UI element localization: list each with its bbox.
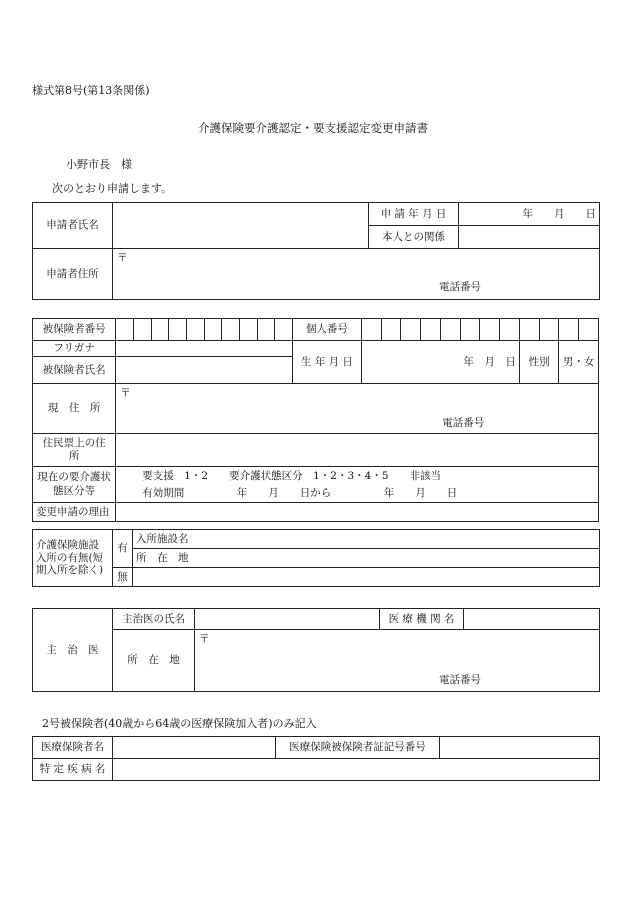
application-date-value: 年 月 日	[522, 207, 596, 220]
validity-period: 有効期間 年 月 日から 年 月 日	[142, 486, 458, 499]
sex-label: 性別	[519, 341, 559, 384]
relation-field[interactable]	[459, 226, 600, 249]
facility-name-label: 入所施設名	[136, 532, 189, 545]
application-date-label: 申 請 年 月 日	[369, 203, 459, 226]
doctor-name-field[interactable]	[195, 609, 380, 630]
insured-number-digit[interactable]	[204, 319, 222, 341]
addressee: 小野市長 様	[66, 158, 132, 171]
change-reason-label: 変更申請の理由	[33, 503, 116, 522]
relation-label: 本人との関係	[369, 226, 459, 249]
type2-table	[32, 736, 600, 781]
birth-date-label: 生 年 月 日	[293, 341, 362, 384]
doctor-phone-label: 電話番号	[439, 674, 481, 686]
card-number-field[interactable]	[440, 737, 600, 759]
form-number: 様式第8号(第13条関係)	[32, 84, 150, 97]
personal-number-digit[interactable]	[480, 319, 500, 341]
facility-yes-option[interactable]	[113, 530, 133, 568]
insured-number-digit[interactable]	[257, 319, 275, 341]
personal-number-label: 個人番号	[293, 319, 362, 341]
registry-address-field[interactable]	[116, 434, 599, 467]
insured-number-digit[interactable]	[169, 319, 187, 341]
current-address-label: 現 住 所	[33, 384, 116, 434]
sex-choice[interactable]	[559, 341, 599, 384]
applicant-name-field[interactable]	[113, 203, 369, 249]
applicant-name-label: 申請者氏名	[33, 203, 113, 249]
insured-number-label: 被保険者番号	[33, 319, 116, 341]
institution-field[interactable]	[464, 609, 600, 630]
applicant-address-label: 申請者住所	[33, 249, 113, 300]
intro-text: 次のとおり申請します。	[52, 182, 173, 195]
furigana-field[interactable]	[116, 341, 293, 357]
personal-number-digit[interactable]	[401, 319, 421, 341]
doctor-name-label: 主治医の氏名	[113, 609, 195, 630]
insured-table	[32, 318, 599, 522]
care-status-field[interactable]	[116, 467, 599, 503]
insurer-name-label: 医療保険者名	[33, 737, 113, 759]
insured-number-digit[interactable]	[116, 319, 134, 341]
insurer-name-field[interactable]	[113, 737, 276, 759]
application-date-field[interactable]	[459, 203, 600, 226]
insured-number-digit[interactable]	[222, 319, 240, 341]
facility-yes-label: 有	[117, 542, 128, 555]
insured-name-label: 被保険者氏名	[33, 357, 116, 384]
applicant-table	[32, 202, 600, 300]
institution-label: 医 療 機 関 名	[380, 609, 464, 630]
card-number-label: 医療保険被保険者証記号番号	[276, 737, 440, 759]
insured-number-digit[interactable]	[275, 319, 293, 341]
personal-number-digit[interactable]	[421, 319, 441, 341]
care-status-label: 現在の要介護状態区分等	[33, 467, 116, 503]
insured-phone-label: 電話番号	[442, 417, 485, 429]
disease-field[interactable]	[113, 759, 600, 781]
insured-name-field[interactable]	[116, 357, 293, 384]
care-level-options: 要支援 1・2 要介護状態区分 1・2・3・4・5 非該当	[142, 469, 441, 482]
personal-number-digit[interactable]	[559, 319, 579, 341]
insured-number-digit[interactable]	[240, 319, 258, 341]
form-title: 介護保険要介護認定・要支援認定変更申請書	[198, 121, 428, 135]
facility-no-option[interactable]	[113, 568, 133, 587]
insured-number-digit[interactable]	[151, 319, 169, 341]
personal-number-digit[interactable]	[381, 319, 401, 341]
applicant-phone-label: 電話番号	[439, 281, 481, 293]
personal-number-digit[interactable]	[460, 319, 480, 341]
sex-value: 男・女	[562, 355, 595, 368]
change-reason-field[interactable]	[116, 503, 599, 522]
birth-date-field[interactable]	[361, 341, 519, 384]
facility-location-label: 所 在 地	[136, 551, 189, 564]
current-address-field[interactable]	[116, 384, 599, 434]
personal-number-digit[interactable]	[539, 319, 559, 341]
applicant-address-field[interactable]	[113, 249, 600, 300]
postal-mark: 〒	[199, 633, 210, 645]
insured-number-digit[interactable]	[186, 319, 204, 341]
facility-label: 介護保険施設入所の有無(短期入所を除く)	[33, 530, 113, 587]
facility-table	[32, 529, 600, 587]
facility-no-field	[133, 568, 600, 587]
doctor-section-label: 主 治 医	[33, 609, 113, 692]
facility-name-row[interactable]	[133, 530, 600, 549]
type2-note: 2号被保険者(40歳から64歳の医療保険加入者)のみ記入	[42, 717, 317, 730]
doctor-location-field[interactable]	[195, 630, 600, 692]
facility-no-label: 無	[117, 570, 128, 583]
facility-location-row[interactable]	[133, 549, 600, 568]
personal-number-digit[interactable]	[579, 319, 599, 341]
personal-number-digit[interactable]	[519, 319, 539, 341]
birth-date-value: 年 月 日	[463, 355, 516, 368]
doctor-location-label: 所 在 地	[113, 630, 195, 692]
furigana-label: フリガナ	[33, 341, 116, 357]
personal-number-digit[interactable]	[361, 319, 381, 341]
postal-mark: 〒	[117, 252, 128, 264]
personal-number-digit[interactable]	[440, 319, 460, 341]
personal-number-digit[interactable]	[500, 319, 520, 341]
insured-number-digit[interactable]	[133, 319, 151, 341]
doctor-table	[32, 608, 600, 692]
registry-address-label: 住民票上の住 所	[33, 434, 116, 467]
postal-mark: 〒	[120, 387, 131, 399]
disease-label: 特 定 疾 病 名	[33, 759, 113, 781]
